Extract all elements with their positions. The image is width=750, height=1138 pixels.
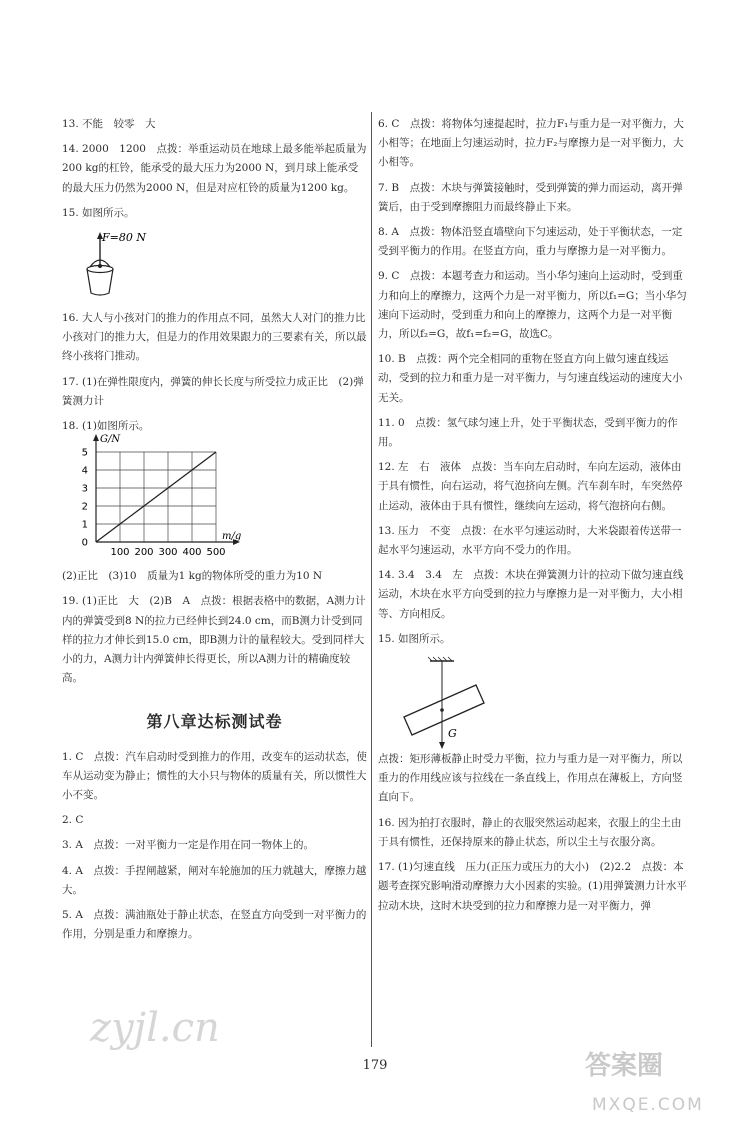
gravity-mass-chart (62, 434, 367, 567)
watermark-logo-right: 答案圈 (585, 1051, 664, 1081)
chapter-answer-1: 1. C 点拨：汽车启动时受到推力的作用，改变车的运动状态，使车从运动变为静止；惯性的大小只与物体的质量有关，所以惯性大小不变。 (62, 750, 367, 802)
chapter-answer-3: 3. A 点拨：一对平衡力一定是作用在同一物体上的。 (62, 839, 314, 852)
plate-gravity-figure (378, 655, 688, 750)
column-divider (371, 112, 372, 1047)
answer-16: 16. 大人与小孩对门的推力的作用点不同，虽然大人对门的推力比小孩对门的推力大，但是力的作用效果跟力的三要素有关，所以最终小孩将门推动。 (62, 312, 367, 363)
right-column (378, 115, 688, 922)
answer-6: 6. C 点拨：将物体匀速提起时，拉力F₁与重力是一对平衡力，大小相等；在地面上匀速运动时，拉力F₂与摩擦力是一对平衡力，大小相等。 (378, 118, 684, 169)
plate-gravity-diagram (378, 655, 578, 750)
answer-12: 12. 左 右 液体 点拨：当车向左启动时，车向左运动，液体由于具有惯性，向右运动，将气泡挤向左侧。汽车刹车时，车突然停止运动，液体由于具有惯性，继续向左运动，将气泡挤向右侧。 (378, 461, 683, 512)
answer-18-part2: (2)正比 (3)10 质量为1 kg的物体所受的重力为10 N (62, 570, 323, 583)
answer-9: 9. C 点拨：本题考查力和运动。当小华匀速向上运动时，受到重力和向上的摩擦力，这两个力是一对平衡力，所以f₁=G；当小华匀速向下运动时，受到重力和向上的摩擦力，这两个力是一对平衡力，所以f₂=G，故f₁=f₂=G，故选C。 (378, 270, 687, 341)
y-tick-label: 5 (81, 447, 88, 459)
y-tick-label: 1 (81, 519, 88, 531)
answer-18: 18. (1)如图所示。 (62, 420, 150, 433)
answer-13: 13. 不能 较零 大 (62, 118, 156, 130)
answer-7: 7. B 点拨：木块与弹簧接触时，受到弹簧的弹力而运动，离开弹簧后，由于受到摩擦阻力而最终静止下来。 (378, 181, 683, 213)
series-line-gravity (96, 452, 216, 542)
x-axis-label: m/g (222, 531, 242, 543)
chapter-title: 第八章达标测试卷 (146, 712, 283, 732)
answer-17: 17. (1)在弹性限度内，弹簧的伸长长度与所受拉力成正比 (2)弹簧测力计 (62, 375, 364, 407)
gravity-label: G (448, 727, 457, 741)
y-axis-label: G/N (100, 434, 121, 446)
chart-series (96, 452, 216, 542)
force-label: F=80 N (102, 231, 146, 245)
answer-15: 15. 如图所示。 (62, 206, 135, 219)
y-tick-label: 2 (81, 501, 88, 513)
answer-16-right: 16. 因为拍打衣服时，静止的衣服突然运动起来，衣服上的尘土由于具有惯性，还保持原来的静止状态，所以尘土与衣服分离。 (378, 816, 682, 848)
y-tick-label: 4 (81, 465, 88, 477)
bucket-force-figure (62, 229, 367, 309)
left-column (62, 115, 367, 950)
chart-labels (82, 434, 242, 558)
answer-17-right: 17. (1)匀速直线 压力(正压力或压力的大小) (2)2.2 点拨：本题考查探究影响滑动摩擦力大小因素的实验。(1)用弹簧测力计水平拉动木块，这时木块受到的拉力和摩擦力是一对平衡力，弹 (378, 861, 687, 912)
chapter-answer-4: 4. A 点拨：手捏闸越紧，闸对车轮施加的压力就越大，摩擦力越大。 (62, 864, 367, 896)
gravity-mass-chart-svg (62, 434, 262, 567)
answer-15-right: 15. 如图所示。 (378, 632, 451, 645)
y-tick-label: 3 (81, 483, 88, 495)
answer-13-right: 13. 压力 不变 点拨：在水平匀速运动时，大米袋跟着传送带一起水平匀速运动，水平方向不受力的作用。 (378, 524, 682, 557)
x-tick-label: 200 (134, 547, 154, 559)
watermark-logo-left: zyjl.cn (90, 1005, 220, 1051)
x-tick-label: 400 (182, 547, 202, 559)
watermark-url: MXQE.COM (592, 1095, 704, 1115)
chapter-answer-2: 2. C (62, 814, 84, 827)
answer-14: 14. 2000 1200 点拨：举重运动员在地球上最多能举起质量为200 kg的杠铃，能承受的最大压力为2000 N，到月球上能承受的最大压力仍然为2000 N，但是对应杠铃的质量为1200 kg。 (62, 143, 367, 194)
answer-14-right: 14. 3.4 3.4 左 点拨：木块在弹簧测力计的拉动下做匀速直线运动，木块在水平方向受到的拉力与摩擦力是一对平衡力，大小相等、方向相反。 (378, 569, 684, 620)
x-tick-label: 500 (206, 547, 226, 559)
answer-8: 8. A 点拨：物体沿竖直墙壁向下匀速运动，处于平衡状态，一定受到平衡力的作用。在竖直方向，重力与摩擦力是一对平衡力。 (378, 226, 683, 258)
bucket-force-diagram (62, 229, 182, 309)
x-tick-label: 100 (110, 547, 130, 559)
answer-10: 10. B 点拨：两个完全相同的重物在竖直方向上做匀速直线运动，受到的拉力和重力是一对平衡力，与匀速直线运动的速度大小无关。 (378, 353, 683, 404)
answer-19: 19. (1)正比 大 (2)B A 点拨：根据表格中的数据，A测力计内的弹簧受到8 N的拉力已经伸长到24.0 cm，而B测力计受到同样的拉力才伸长到15.0 cm，即B测力计的量程较大。受到同样大小的力，A测力计内弹簧伸长得更长，所以A测力计的精确度较高。 (62, 595, 366, 685)
x-tick-label: 300 (158, 547, 178, 559)
answer-15-note: 点拨：矩形薄板静止时受力平衡，拉力与重力是一对平衡力，所以重力的作用线应该与拉线在一条直线上，作用点在薄板上，方向竖直向下。 (378, 753, 683, 804)
page-number: 179 (362, 1058, 388, 1073)
answer-11: 11. 0 点拨：氢气球匀速上升，处于平衡状态，受到平衡力的作用。 (378, 416, 678, 449)
chapter-answer-5: 5. A 点拨：满油瓶处于静止状态，在竖直方向受到一对平衡力的作用，分别是重力和摩擦力。 (62, 909, 367, 941)
origin-label: 0 (81, 537, 88, 549)
